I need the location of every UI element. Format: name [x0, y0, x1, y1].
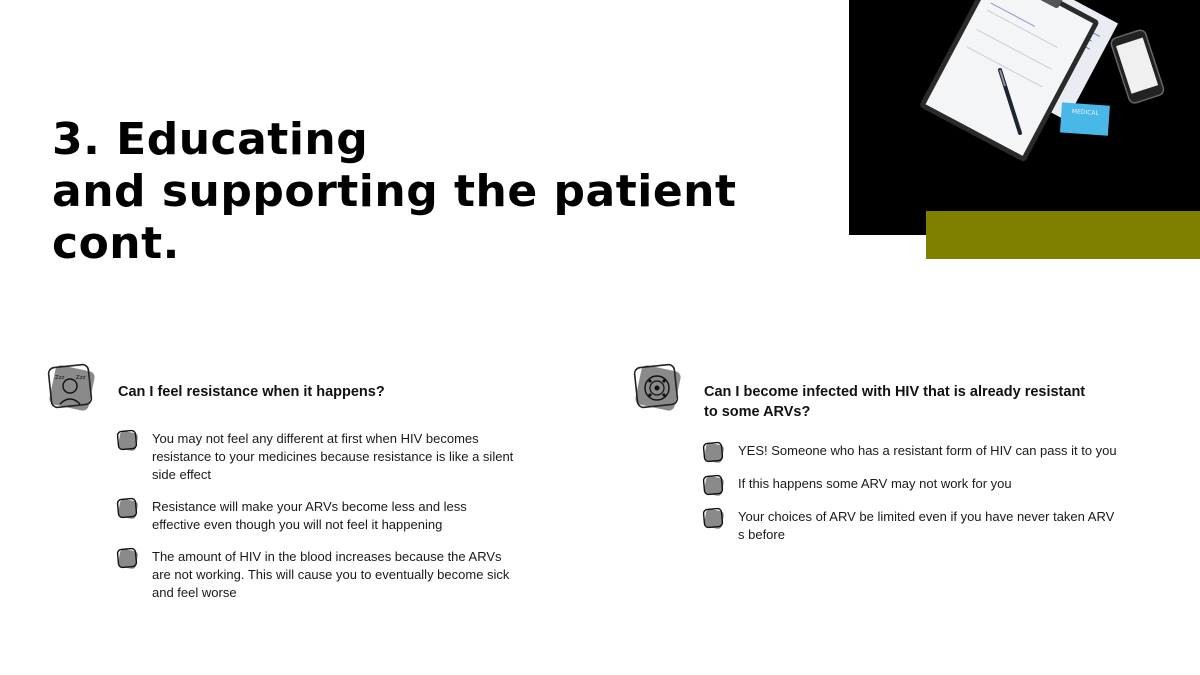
right-heading-line-1: Can I become infected with HIV that is already resistant [704, 384, 1086, 400]
left-bullet-list [116, 430, 516, 616]
list-item [702, 442, 1122, 460]
title-line-2: and supporting the patient [52, 166, 737, 217]
slide-title [52, 114, 772, 270]
svg-text:Zzz: Zzz [55, 375, 65, 381]
left-heading: Can I feel resistance when it happens? [118, 384, 385, 400]
bullet-text: If this happens some ARV may not work for you [738, 476, 1012, 491]
accent-bar [926, 211, 1200, 259]
list-item [702, 508, 1122, 544]
bullet-icon [702, 474, 726, 498]
medical-clipboard-photo [849, 0, 1200, 235]
svg-text:Zzz: Zzz [76, 375, 86, 381]
list-item [116, 498, 516, 534]
list-item [702, 475, 1122, 493]
list-item [116, 548, 516, 602]
right-heading [704, 382, 1085, 422]
photo-illustration [849, 0, 1200, 235]
virus-icon [632, 362, 684, 414]
bullet-icon [116, 429, 140, 453]
bullet-icon [116, 497, 140, 521]
bullet-text: YES! Someone who has a resistant form of HIV can pass it to you [738, 443, 1117, 458]
card-text: MEDICAL [1071, 108, 1100, 118]
list-item [116, 430, 516, 484]
bullet-icon [702, 507, 726, 531]
bullet-text: Your choices of ARV be limited even if you have never taken ARV s before [738, 509, 1115, 542]
title-line-1: 3. Educating [52, 114, 369, 165]
title-line-3: cont. [52, 218, 180, 269]
bullet-text: Resistance will make your ARVs become less and less effective even though you will not feel it happening [152, 499, 467, 532]
right-bullet-list [702, 442, 1122, 559]
bullet-text: The amount of HIV in the blood increases because the ARVs are not working. This will cause you to eventually become sick and feel worse [152, 549, 510, 600]
bullet-text: You may not feel any different at first when HIV becomes resistance to your medicines because resistance is like a silent side effect [152, 431, 514, 482]
bullet-icon [116, 547, 140, 571]
person-feeling-icon [46, 362, 98, 414]
right-heading-line-2: to some ARVs? [704, 404, 811, 420]
bullet-icon [702, 441, 726, 465]
